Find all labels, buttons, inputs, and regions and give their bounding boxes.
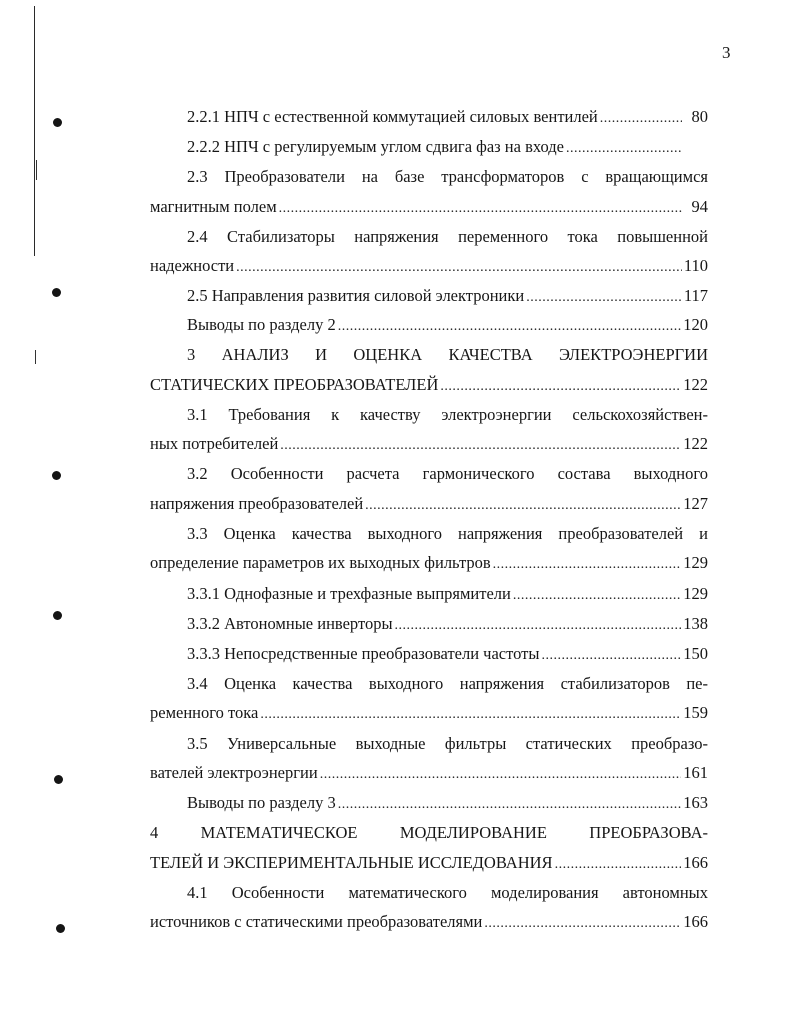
dot-leader (338, 317, 682, 337)
toc-entry-text: вателей электроэнергии (150, 763, 318, 782)
toc-entry-text: 3 АНАЛИЗ И ОЦЕНКА КАЧЕСТВА ЭЛЕКТРОЭНЕРГИИ (187, 345, 708, 364)
dot-leader (440, 377, 681, 397)
dot-leader (260, 705, 681, 725)
toc-entry-text: 3.5 Универсальные выходные фильтры статических преобразо- (187, 734, 708, 753)
toc-entry-text: 2.2.1 НПЧ с естественной коммутацией силовых вентилей (187, 107, 598, 126)
toc-line (150, 853, 708, 875)
toc-line (187, 584, 708, 606)
toc-line (187, 674, 708, 694)
toc-page-number: 129 (683, 553, 708, 572)
toc-page-number: 110 (683, 256, 708, 275)
page-number: 3 (722, 43, 731, 62)
toc-line (150, 763, 708, 785)
toc-page-number: 138 (683, 614, 708, 633)
toc-entry-text: Выводы по разделу 3 (187, 793, 336, 812)
toc-line (150, 823, 708, 843)
toc-page-number: 117 (683, 286, 708, 305)
toc-line (150, 375, 708, 397)
toc-line (150, 912, 708, 934)
toc-line (187, 464, 708, 484)
toc-page-number: 122 (683, 375, 708, 394)
toc-page-number: 159 (683, 703, 708, 722)
toc-line (187, 107, 708, 129)
toc-line (187, 315, 708, 337)
toc-line (150, 703, 708, 725)
toc-entry-text: 4.1 Особенности математического моделирования автономных (187, 883, 708, 902)
toc-entry-text: 3.3.3 Непосредственные преобразователи частоты (187, 644, 540, 663)
toc-line (187, 137, 708, 159)
dot-leader (320, 765, 682, 785)
toc-page-number: 129 (683, 584, 708, 603)
toc-line (187, 734, 708, 754)
toc-entry-text: ТЕЛЕЙ И ЭКСПЕРИМЕНТАЛЬНЫЕ ИССЛЕДОВАНИЯ (150, 853, 553, 872)
toc-line (150, 434, 708, 456)
toc-line (187, 524, 708, 544)
toc-line (187, 286, 708, 308)
toc-page-number: 127 (683, 494, 708, 513)
dot-leader (395, 616, 682, 636)
dot-leader (541, 646, 681, 666)
dot-leader (236, 258, 682, 278)
toc-entry-text: ременного тока (150, 703, 259, 722)
toc-entry-text: напряжения преобразователей (150, 494, 364, 513)
dot-leader (279, 199, 682, 219)
toc-line (150, 197, 708, 219)
dot-leader (484, 914, 681, 934)
toc-entry-text: 3.1 Требования к качеству электроэнергии сельскохозяйствен- (187, 405, 708, 424)
dot-leader (365, 496, 681, 516)
toc-line (187, 405, 708, 425)
toc-entry-text: ных потребителей (150, 434, 279, 453)
toc-page-number: 163 (683, 793, 708, 812)
toc-entry-text: 4 МАТЕМАТИЧЕСКОЕ МОДЕЛИРОВАНИЕ ПРЕОБРАЗОВА- (150, 823, 708, 842)
toc-entry-text: 2.2.2 НПЧ с регулируемым углом сдвига фаз на входе (187, 137, 564, 156)
toc-entry-text: 3.3 Оценка качества выходного напряжения преобразователей и (187, 524, 708, 543)
toc-entry-text: 2.3 Преобразователи на базе трансформаторов с вращающимся (187, 167, 708, 186)
toc-line (187, 345, 708, 365)
toc-page-number: 120 (683, 315, 708, 334)
dot-leader (513, 586, 681, 606)
dot-leader (555, 855, 682, 875)
toc-entry-text: 3.2 Особенности расчета гармонического состава выходного (187, 464, 708, 483)
toc-entry-text: 3.3.1 Однофазные и трехфазные выпрямители (187, 584, 511, 603)
toc-entry-text: надежности (150, 256, 235, 275)
toc-line (150, 494, 708, 516)
toc-line (187, 227, 708, 247)
toc-page-number: 94 (691, 197, 708, 216)
toc-line (187, 644, 708, 666)
toc-page-number: 80 (691, 107, 708, 126)
dot-leader (566, 139, 682, 159)
dot-leader (600, 109, 682, 129)
toc-entry-text: 3.3.2 Автономные инверторы (187, 614, 393, 633)
toc-page-number: 122 (683, 434, 708, 453)
toc-line (187, 167, 708, 187)
toc-entry-text: 3.4 Оценка качества выходного напряжения стабилизаторов пе- (187, 674, 708, 693)
toc-page-number: 166 (683, 853, 708, 872)
toc-entry-text: 2.5 Направления развития силовой электроники (187, 286, 525, 305)
toc-entry-text: СТАТИЧЕСКИХ ПРЕОБРАЗОВАТЕЛЕЙ (150, 375, 439, 394)
toc-line (150, 553, 708, 575)
dot-leader (493, 555, 682, 575)
toc-page-number: 150 (683, 644, 708, 663)
toc-entry-text: источников с статическими преобразователями (150, 912, 483, 931)
toc-page-number: 161 (683, 763, 708, 782)
dot-leader (280, 436, 681, 456)
toc-entry-text: магнитным полем (150, 197, 277, 216)
dot-leader (338, 795, 682, 815)
toc-entry-text: определение параметров их выходных фильтров (150, 553, 491, 572)
toc-line (187, 614, 708, 636)
toc-line (187, 883, 708, 903)
toc-page-number: 166 (683, 912, 708, 931)
toc-entry-text: Выводы по разделу 2 (187, 315, 336, 334)
toc-entry-text: 2.4 Стабилизаторы напряжения переменного тока повышенной (187, 227, 708, 246)
dot-leader (526, 288, 682, 308)
toc-line (187, 793, 708, 815)
toc-line (150, 256, 708, 278)
